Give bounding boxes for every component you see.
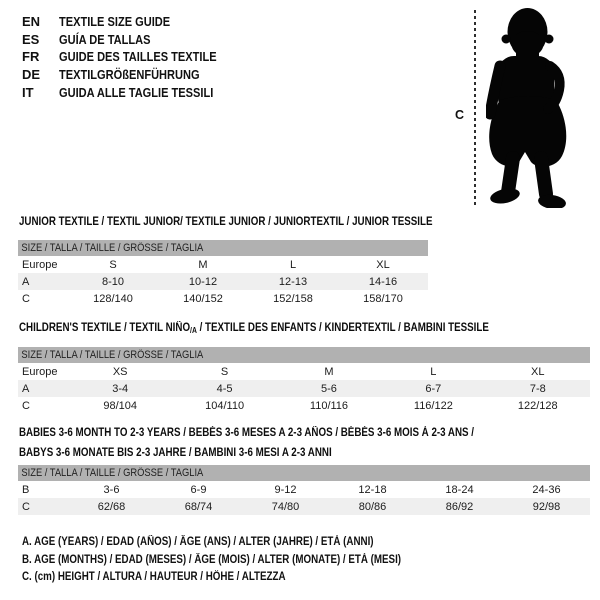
- row-label: A: [18, 380, 68, 397]
- table-row: [18, 273, 428, 290]
- table-row: [18, 256, 428, 273]
- children-section-title: [19, 318, 572, 341]
- children-title-pre: CHILDREN'S TEXTILE / TEXTIL NIÑO: [19, 322, 191, 334]
- children-title-sub: /A: [190, 326, 197, 335]
- row-label: Europe: [22, 365, 58, 378]
- size-cell: 8-10: [68, 273, 158, 290]
- children-size-table: [18, 347, 590, 414]
- size-header-bar: [18, 347, 590, 363]
- size-cell: 18-24: [445, 483, 474, 496]
- legend-row: [22, 31, 244, 49]
- language-code: FR: [22, 49, 40, 65]
- language-code: EN: [22, 14, 41, 30]
- footnote-a-text: A. AGE (YEARS) / EDAD (AÑOS) / ÂGE (ANS) / ALTER (JAHRE) / ETÀ (ANNI): [22, 536, 374, 548]
- size-cell: 86/92: [416, 498, 503, 515]
- size-cell: L: [289, 258, 297, 271]
- language-code: IT: [22, 84, 34, 100]
- size-cell: 152/158: [273, 292, 313, 305]
- size-cell: 5-6: [277, 380, 381, 397]
- table-row: [18, 498, 590, 515]
- footnotes: [22, 536, 468, 589]
- height-measure-line: [474, 10, 476, 208]
- size-cell: 10-12: [158, 273, 248, 290]
- size-cell: 68/74: [155, 498, 242, 515]
- junior-section-title: [19, 212, 505, 232]
- size-cell: XS: [112, 365, 128, 378]
- row-label: C: [18, 498, 68, 515]
- size-cell: M: [198, 258, 208, 271]
- toddler-silhouette-icon: [486, 6, 576, 208]
- size-cell: XL: [531, 365, 545, 378]
- size-header-bar: [18, 465, 590, 481]
- table-row: [18, 363, 590, 380]
- size-cell: 6-9: [190, 483, 207, 496]
- table-row: [18, 481, 590, 498]
- size-cell: 4-5: [172, 380, 276, 397]
- row-label: B: [22, 483, 30, 496]
- footnote-c-text: C. (cm) HEIGHT / ALTURA / HAUTEUR / HÖHE / ALTEZZA: [22, 571, 286, 583]
- footnote-b: [22, 554, 468, 572]
- size-cell: 110/116: [309, 399, 349, 412]
- language-title: GUÍA DE TALLAS: [59, 31, 151, 47]
- size-cell: M: [324, 365, 334, 378]
- size-header-text: SIZE / TALLA / TAILLE / GRÖSSE / TAGLIA: [21, 349, 204, 361]
- size-header-text: SIZE / TALLA / TAILLE / GRÖSSE / TAGLIA: [21, 467, 204, 479]
- table-row: [18, 380, 590, 397]
- size-cell: 24-36: [532, 483, 561, 496]
- babies-title-line1: BABIES 3-6 MONTH TO 2-3 YEARS / BEBÉS 3-6 MESES A 2-3 AÑOS / BÉBÉS 3-6 MOIS À 2-3 ANS /: [19, 427, 475, 439]
- size-cell: 14-16: [338, 273, 428, 290]
- size-cell: 3-4: [68, 380, 172, 397]
- size-cell: S: [220, 365, 229, 378]
- table-row: [18, 290, 428, 307]
- row-label: A: [18, 273, 68, 290]
- legend-row: [22, 66, 244, 84]
- language-title: TEXTILGRÖßENFÜHRUNG: [59, 67, 200, 83]
- size-cell: 128/140: [93, 292, 133, 305]
- babies-section-title: [19, 423, 554, 463]
- language-legend: [22, 13, 244, 101]
- size-cell: 116/122: [413, 399, 453, 412]
- size-cell: 104/110: [205, 399, 245, 412]
- row-label: Europe: [22, 258, 58, 271]
- size-cell: XL: [376, 258, 390, 271]
- language-title: TEXTILE SIZE GUIDE: [59, 14, 171, 30]
- size-cell: 74/80: [242, 498, 329, 515]
- language-title: GUIDA ALLE TAGLIE TESSILI: [59, 84, 214, 100]
- size-cell: 80/86: [329, 498, 416, 515]
- row-label: C: [22, 292, 30, 305]
- size-cell: 12-13: [248, 273, 338, 290]
- size-cell: 7-8: [486, 380, 590, 397]
- legend-row: [22, 48, 244, 66]
- babies-title-line2: BABYS 3-6 MONATE BIS 2-3 JAHRE / BAMBINI 3-6 MESI A 2-3 ANNI: [19, 447, 332, 459]
- language-title: GUIDE DES TAILLES TEXTILE: [59, 49, 217, 65]
- footnote-b-text: B. AGE (MONTHS) / EDAD (MESES) / ÂGE (MOIS) / ALTER (MONATE) / ETÀ (MESI): [22, 553, 402, 566]
- size-cell: 6-7: [381, 380, 485, 397]
- size-cell: 92/98: [503, 498, 590, 515]
- children-section-title-text: [19, 318, 489, 341]
- size-cell: 62/68: [68, 498, 155, 515]
- size-cell: 3-6: [103, 483, 120, 496]
- size-cell: S: [109, 258, 117, 271]
- junior-size-table: [18, 240, 428, 307]
- size-header-bar: [18, 240, 428, 256]
- babies-size-table: [18, 465, 590, 515]
- size-header-text: SIZE / TALLA / TAILLE / GRÖSSE / TAGLIA: [21, 242, 204, 254]
- language-code: DE: [22, 67, 41, 83]
- children-title-post: / TEXTILE DES ENFANTS / KINDERTEXTIL / BAMBINI TESSILE: [196, 322, 489, 334]
- row-label: C: [22, 399, 30, 412]
- language-code: ES: [22, 31, 40, 47]
- size-cell: 122/128: [517, 399, 558, 412]
- footnote-c: [22, 571, 468, 589]
- size-cell: 158/170: [363, 292, 403, 305]
- size-cell: 98/104: [103, 399, 138, 412]
- size-cell: 12-18: [358, 483, 387, 496]
- junior-section-title-text: JUNIOR TEXTILE / TEXTIL JUNIOR/ TEXTILE JUNIOR / JUNIORTEXTIL / JUNIOR TESSILE: [19, 216, 433, 228]
- table-row: [18, 397, 590, 414]
- size-cell: L: [430, 365, 437, 378]
- size-cell: 9-12: [274, 483, 297, 496]
- footnote-a: [22, 536, 468, 554]
- legend-row: [22, 83, 244, 101]
- height-measure-label: C: [455, 108, 465, 122]
- legend-row: [22, 13, 244, 31]
- size-cell: 140/152: [183, 292, 223, 305]
